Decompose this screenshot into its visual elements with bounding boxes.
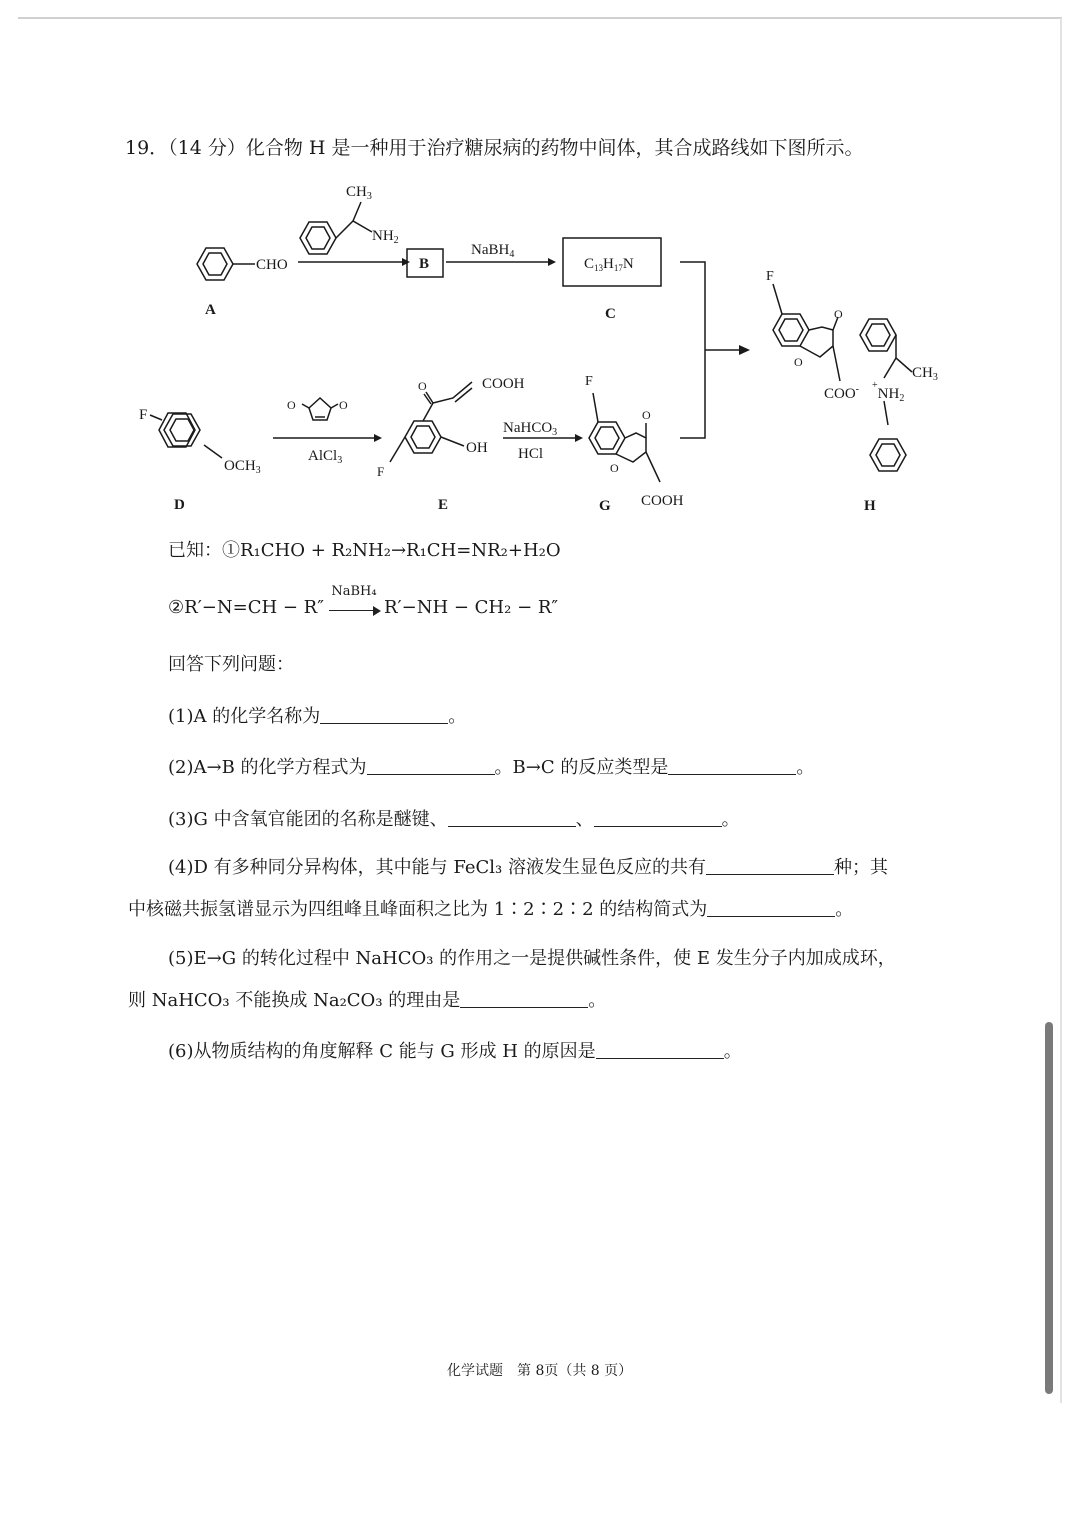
question-4-line-2: 中核磁共振氢谱显示为四组峰且峰面积之比为 1∶2∶2∶2 的结构简式为 。 bbox=[128, 899, 854, 920]
label-f-d: F bbox=[139, 407, 148, 423]
question-title: 19．（14 分）化合物 H 是一种用于治疗糖尿病的药物中间体，其合成路线如下图所示。 bbox=[125, 137, 864, 159]
benzene-ring-a bbox=[197, 248, 233, 280]
answer-blank-2b[interactable] bbox=[668, 758, 796, 775]
reagent-alcl3: AlCl$_3$ bbox=[308, 448, 343, 466]
reagent-nahco3: NaHCO$_3$ bbox=[503, 420, 558, 438]
maleic-anhydride bbox=[302, 398, 338, 420]
bond-d-f bbox=[150, 415, 162, 420]
label-ch3-h: $CH_3$ bbox=[912, 365, 938, 383]
label-nh2-h: $^+NH_2$ bbox=[872, 380, 905, 404]
question-4-line-1: (4)D 有多种同分异构体，其中能与 FeCl₃ 溶液发生显色反应的共有 种；其 bbox=[168, 857, 888, 878]
label-h: H bbox=[864, 498, 876, 514]
known-rule-1: 已知：①R₁CHO + R₂NH₂→R₁CH=NR₂+H₂O bbox=[168, 540, 561, 561]
page-footer: 化学试题 第 8页（共 8 页） bbox=[447, 1363, 633, 1379]
label-f-h: F bbox=[766, 269, 774, 284]
answer-blank-4b[interactable] bbox=[707, 900, 835, 917]
answer-blank-6[interactable] bbox=[596, 1042, 724, 1059]
question-3: (3)G 中含氧官能团的名称是醚键、 、 。 bbox=[168, 809, 740, 830]
question-2: (2)A→B 的化学方程式为 。B→C 的反应类型是 。 bbox=[168, 757, 815, 778]
scrollbar[interactable] bbox=[1045, 1022, 1053, 1394]
answer-blank-3b[interactable] bbox=[594, 810, 722, 827]
reagent-hcl: HCl bbox=[518, 446, 544, 462]
question-1: (1)A 的化学名称为 。 bbox=[168, 706, 467, 727]
label-f-g: F bbox=[585, 374, 593, 389]
known-rule-2: ②R′−N=CH − R″ NaBH₄ R′−NH − CH₂ − R″ bbox=[168, 584, 559, 618]
label-coo-h: COO- bbox=[824, 384, 860, 402]
ring-system-g bbox=[589, 393, 660, 482]
answer-blank-4a[interactable] bbox=[706, 858, 834, 875]
label-f-e: F bbox=[377, 464, 385, 479]
benzene-ring-e bbox=[405, 421, 441, 453]
label-och3: $OCH_3$ bbox=[224, 458, 261, 476]
answer-blank-3a[interactable] bbox=[448, 810, 576, 827]
label-ch3-amine: $CH_3$ bbox=[346, 184, 372, 202]
label-cooh-g: COOH bbox=[641, 493, 684, 509]
label-g: G bbox=[599, 498, 611, 514]
label-o-carbonyl-h: O bbox=[834, 307, 843, 321]
label-o-e: O bbox=[418, 379, 427, 393]
reagent-nabh4: NaBH$_4$ bbox=[471, 242, 515, 260]
merge-bracket bbox=[680, 262, 705, 438]
label-a: A bbox=[205, 302, 216, 318]
formula-c: $C_{13}H_{17}N$ bbox=[584, 256, 634, 273]
synthesis-scheme bbox=[0, 0, 1080, 530]
label-o-ring-h: O bbox=[794, 355, 803, 369]
bond-d-ome bbox=[204, 445, 222, 458]
question-6: (6)从物质结构的角度解释 C 能与 G 形成 H 的原因是 。 bbox=[168, 1041, 742, 1062]
label-b: B bbox=[419, 256, 430, 272]
answer-prompt: 回答下列问题： bbox=[168, 654, 294, 675]
label-o-anhydride-1: O bbox=[287, 398, 296, 412]
label-o-anhydride-2: O bbox=[339, 398, 348, 412]
answer-blank-1[interactable] bbox=[320, 707, 448, 724]
benzene-ring-amine bbox=[300, 222, 336, 254]
label-oh-e: OH bbox=[466, 440, 488, 456]
label-cho: CHO bbox=[256, 257, 288, 273]
label-c: C bbox=[605, 306, 616, 322]
question-5-line-2: 则 NaHCO₃ 不能换成 Na₂CO₃ 的理由是 。 bbox=[128, 990, 607, 1011]
label-cooh-e: COOH bbox=[482, 376, 525, 392]
label-d: D bbox=[174, 497, 185, 513]
label-o-carbonyl-g: O bbox=[642, 408, 651, 422]
label-e: E bbox=[438, 497, 449, 513]
question-5-line-1: (5)E→G 的转化过程中 NaHCO₃ 的作用之一是提供碱性条件，使 E 发生分子内加成成环， bbox=[168, 948, 896, 969]
label-o-ring-g: O bbox=[610, 461, 619, 475]
answer-blank-5[interactable] bbox=[460, 991, 588, 1008]
answer-blank-2a[interactable] bbox=[367, 758, 495, 775]
label-nh2-amine: $NH_2$ bbox=[372, 228, 399, 246]
reaction-arrow: NaBH₄ bbox=[327, 598, 381, 616]
